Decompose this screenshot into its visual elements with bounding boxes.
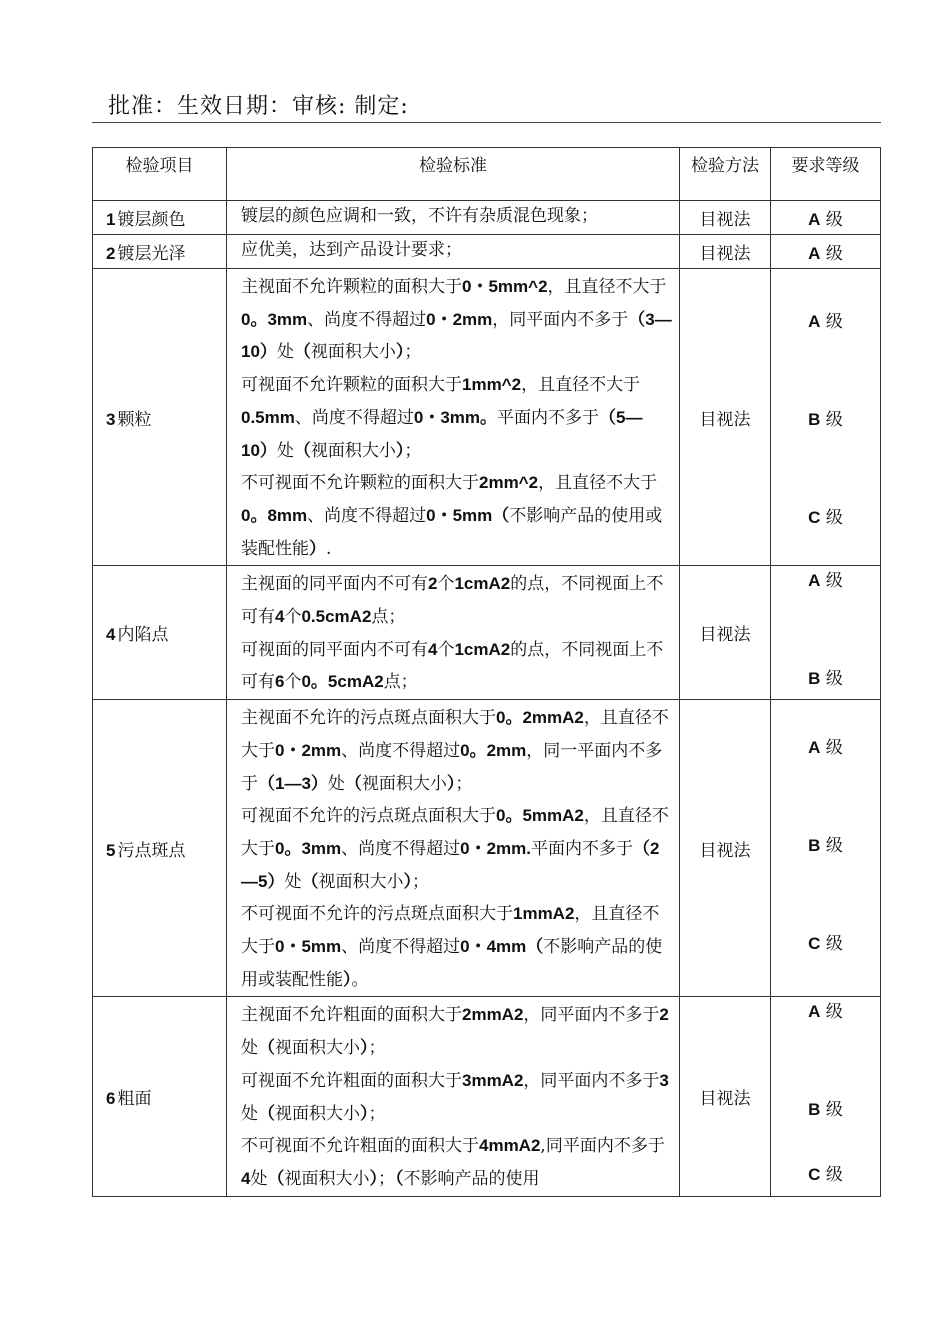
table-header-row — [93, 148, 881, 201]
standard-cell: 应优美，达到产品设计要求； — [227, 235, 680, 269]
method-cell: 目视法 — [680, 269, 771, 566]
table-row — [93, 201, 881, 235]
header-inspection-method: 检验方法 — [680, 148, 771, 201]
method-cell: 目视法 — [680, 235, 771, 269]
item-cell: 4 内陷点 — [93, 566, 227, 700]
standard-cell: 主视面不允许的污点斑点面积大于0。2mmA2，且直径不大于0・2mm、尚度不得超过0。2mm，同一平面内不多于（1—3）处（视面积大小）； 可视面不允许的污点斑点面积大于0。5mmA2，且直径不大于0。3mm、尚度不得超过0・2mm.平面内不多于（2—5）处（视面积大小）； 不可视面不允许的污点斑点面积大于1mmA2，且直径不大于0・5mm、尚度不得超过0・4mm（不影响产品的使用或装配性能）。 — [227, 700, 680, 997]
method-cell: 目视法 — [680, 201, 771, 235]
standard-cell: 主视面不允许粗面的面积大于2mmA2，同平面内不多于2处（视面积大小）； 可视面不允许粗面的面积大于3mmA2，同平面内不多于3处（视面积大小）； 不可视面不允许粗面的面积大于4mmA2,同平面内不多于4处（视面积大小）；（不影响产品的使用 — [227, 997, 680, 1196]
table-row — [93, 700, 881, 997]
table-row — [93, 269, 881, 566]
header-required-grade: 要求等级 — [771, 148, 881, 201]
grade-cell: A 级 — [771, 201, 881, 235]
item-cell: 2 镀层光泽 — [93, 235, 227, 269]
table-row — [93, 566, 881, 700]
item-cell: 6 粗面 — [93, 997, 227, 1196]
table-row — [93, 235, 881, 269]
grade-cell — [771, 566, 881, 700]
header-inspection-item: 检验项目 — [93, 148, 227, 201]
grade-c: C 级 — [808, 508, 843, 528]
inspection-standard-table — [92, 147, 881, 1197]
method-cell: 目视法 — [680, 700, 771, 997]
standard-cell: 镀层的颜色应调和一致，不许有杂质混色现象； — [227, 201, 680, 235]
header-divider — [92, 122, 881, 123]
grade-cell: A 级 — [771, 235, 881, 269]
standard-cell: 主视面的同平面内不可有2个1cmA2的点，不同视面上不可有4个0.5cmA2点； 可视面的同平面内不可有4个1cmA2的点，不同视面上不可有6个0。5cmA2点； — [227, 566, 680, 700]
method-cell: 目视法 — [680, 997, 771, 1196]
item-cell: 5 污点斑点 — [93, 700, 227, 997]
header-inspection-standard: 检验标准 — [227, 148, 680, 201]
grade-cell — [771, 700, 881, 997]
grade-b: B 级 — [808, 836, 843, 857]
grade-a: A 级 — [808, 1002, 843, 1023]
item-cell: 1 镀层颜色 — [93, 201, 227, 235]
grade-cell — [771, 269, 881, 566]
grade-b: B 级 — [808, 1100, 843, 1121]
method-cell: 目视法 — [680, 566, 771, 700]
grade-a: A 级 — [808, 738, 843, 759]
standard-cell: 主视面不允许颗粒的面积大于0・5mm^2，且直径不大于0。3mm、尚度不得超过0・2mm，同平面内不多于（3—10）处（视面积大小）； 可视面不允许颗粒的面积大于1mm^2，且直径不大于0.5mm、尚度不得超过0・3mm。平面内不多于（5—10）处（视面积大小）； 不可视面不允许颗粒的面积大于2mm^2，且直径不大于0。8mm、尚度不得超过0・5mm（不影响产品的使用或装配性能）. — [227, 269, 680, 566]
grade-a: A 级 — [808, 571, 843, 592]
grade-b: B 级 — [808, 410, 843, 430]
table-row — [93, 997, 881, 1196]
approval-header: 批准：生效日期：审核: 制定: — [108, 94, 409, 119]
grade-a: A 级 — [808, 312, 843, 332]
grade-b: B 级 — [808, 669, 843, 690]
grade-c: C 级 — [808, 1165, 843, 1186]
grade-cell — [771, 997, 881, 1196]
grade-c: C 级 — [808, 934, 843, 955]
item-cell: 3 颗粒 — [93, 269, 227, 566]
